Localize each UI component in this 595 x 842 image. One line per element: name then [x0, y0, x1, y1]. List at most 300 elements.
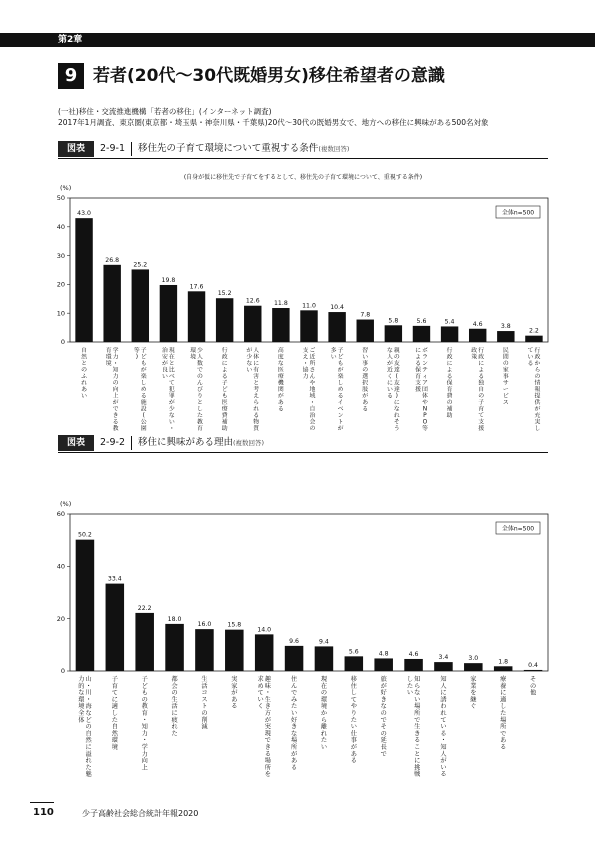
svg-text:択: 択 [362, 380, 369, 387]
svg-text:良: 良 [162, 367, 168, 374]
chart1-category-label [222, 346, 229, 432]
svg-text:補: 補 [446, 406, 453, 413]
svg-text:ど: ど [337, 354, 344, 361]
svg-text:ど: ど [221, 387, 228, 393]
chart1-bar [216, 298, 233, 342]
svg-text:ト: ト [201, 703, 208, 711]
svg-text:も: も [141, 689, 148, 697]
svg-text:活: 活 [171, 703, 178, 711]
svg-text:れ: れ [393, 413, 400, 419]
svg-text:れ: れ [85, 757, 92, 765]
svg-text:育: 育 [197, 426, 203, 432]
chart2-category-label [257, 675, 271, 778]
svg-text:な: な [386, 348, 393, 354]
chart2-category-label [440, 675, 447, 778]
svg-text:向: 向 [112, 387, 119, 393]
svg-text:O: O [422, 419, 428, 426]
svg-text:行: 行 [478, 348, 485, 354]
svg-text:溢: 溢 [85, 750, 92, 758]
svg-text:協: 協 [302, 367, 309, 374]
svg-text:る: る [277, 406, 284, 413]
svg-text:あ: あ [231, 696, 238, 704]
svg-text:近: 近 [386, 367, 393, 374]
svg-text:域: 域 [309, 393, 316, 400]
svg-text:の: の [393, 354, 400, 361]
svg-text:び: び [197, 387, 203, 393]
svg-text:力: 力 [141, 750, 148, 758]
svg-text:教: 教 [197, 419, 203, 426]
svg-text:き: き [264, 703, 271, 711]
svg-text:ア: ア [421, 380, 428, 387]
chapter-bar [0, 33, 595, 47]
svg-text:れ: れ [81, 380, 88, 387]
svg-text:療: 療 [221, 406, 228, 413]
section-title: 若者(20代〜30代既婚男女)移住希望者の意識 [93, 66, 445, 86]
svg-text:境: 境 [105, 361, 112, 367]
svg-text:達: 達 [393, 387, 400, 393]
chart2-category-label [112, 675, 119, 751]
svg-text:園: 園 [140, 426, 147, 432]
svg-text:の: の [112, 380, 119, 387]
chart2-bar [135, 613, 154, 671]
svg-text:高: 高 [277, 348, 284, 354]
chart2-y-tick-label: 40 [56, 562, 65, 571]
svg-text:体: 体 [78, 716, 85, 724]
svg-text:育: 育 [111, 682, 118, 690]
svg-text:仕: 仕 [350, 730, 357, 738]
svg-text:い: い [168, 419, 175, 426]
svg-text:の: の [380, 710, 387, 717]
svg-text:ビ: ビ [502, 393, 509, 400]
svg-text:情: 情 [534, 380, 541, 387]
svg-text:こ: こ [414, 744, 421, 751]
svg-text:な: な [414, 689, 421, 697]
svg-text:よ: よ [446, 367, 453, 374]
svg-text:の: の [171, 689, 178, 697]
svg-text:生: 生 [264, 696, 271, 704]
svg-text:援: 援 [478, 426, 485, 432]
svg-text:): ) [135, 354, 139, 361]
svg-text:友: 友 [393, 380, 400, 387]
svg-text:適: 適 [500, 696, 507, 704]
svg-text:・: ・ [264, 689, 271, 697]
chart1-category-label [471, 346, 485, 432]
svg-text:環: 環 [105, 354, 112, 361]
svg-text:治: 治 [309, 413, 316, 419]
svg-text:な: な [78, 689, 85, 697]
svg-text:に: に [500, 689, 507, 697]
svg-text:あ: あ [500, 737, 507, 745]
svg-text:楽: 楽 [140, 374, 147, 380]
svg-text:ど: ど [85, 716, 92, 724]
svg-text:育: 育 [141, 710, 148, 717]
svg-text:い: い [257, 696, 264, 704]
chart1-y-axis-label: (%) [60, 184, 72, 192]
svg-text:所: 所 [264, 764, 271, 772]
svg-text:害: 害 [253, 374, 260, 380]
svg-text:疲: 疲 [171, 716, 178, 724]
svg-text:会: 会 [171, 682, 178, 690]
svg-text:め: め [257, 682, 264, 690]
chart2-category-label [530, 676, 536, 697]
chart2-category-label [142, 675, 149, 771]
chart1-y-tick-label: 0 [60, 338, 65, 347]
svg-text:あ: あ [350, 750, 357, 758]
svg-text:な: な [246, 361, 253, 367]
svg-text:戦: 戦 [414, 771, 421, 779]
figure1-title: 移住先の子育て環境について重視する条件 [138, 143, 319, 154]
svg-text:ら: ら [414, 682, 421, 690]
svg-text:な: な [85, 710, 92, 717]
svg-text:知: 知 [112, 367, 119, 374]
svg-text:業: 業 [470, 682, 477, 690]
chart1-value-label: 5.8 [388, 317, 399, 325]
svg-text:で: で [500, 730, 507, 738]
svg-text:た: た [500, 710, 507, 717]
svg-text:費: 費 [446, 393, 453, 400]
svg-text:ー: ー [502, 387, 509, 393]
svg-text:た: た [320, 737, 328, 745]
svg-text:ぐ: ぐ [470, 703, 477, 711]
svg-text:で: で [264, 737, 271, 745]
svg-text:そ: そ [380, 723, 387, 731]
svg-text:た: た [171, 730, 178, 738]
svg-text:人: 人 [386, 354, 393, 361]
chart1-category-label [246, 346, 260, 432]
svg-text:た: た [406, 682, 414, 690]
svg-text:支: 支 [478, 419, 485, 426]
svg-text:力: 力 [112, 354, 119, 361]
svg-text:行: 行 [446, 348, 453, 354]
svg-text:提: 提 [534, 393, 541, 400]
svg-text:地: 地 [309, 387, 316, 393]
svg-text:民: 民 [502, 348, 509, 354]
chart2-value-label: 15.8 [227, 621, 242, 629]
chart2-value-label: 0.4 [528, 661, 538, 669]
svg-text:い: い [440, 723, 447, 731]
svg-text:家: 家 [502, 367, 509, 374]
svg-text:も: も [140, 361, 147, 367]
svg-text:く: く [386, 374, 393, 380]
svg-text:上: 上 [141, 764, 148, 772]
svg-text:が: が [140, 367, 147, 374]
chart2-bar [524, 670, 543, 671]
chart1-value-label: 19.8 [161, 276, 176, 284]
chart2-category-label [470, 675, 477, 710]
svg-text:に: に [440, 689, 447, 697]
svg-text:施: 施 [140, 400, 147, 406]
svg-text:事: 事 [362, 361, 369, 367]
chart2-category-label [201, 675, 207, 731]
svg-text:き: き [112, 413, 119, 419]
svg-text:等: 等 [421, 426, 428, 432]
chart2-value-label: 16.0 [197, 621, 212, 629]
svg-text:も: も [337, 361, 344, 367]
svg-text:環: 環 [111, 737, 118, 745]
svg-text:教: 教 [141, 703, 148, 711]
svg-text:が: が [112, 400, 119, 406]
svg-text:在: 在 [168, 354, 175, 361]
footer-title: 少子高齢社会総合統計年報2020 [82, 809, 199, 818]
svg-text:の: の [309, 426, 316, 432]
chart1-bar [300, 310, 317, 342]
svg-text:政: 政 [534, 354, 541, 361]
chart1-category-label [278, 346, 284, 413]
svg-text:い: い [440, 764, 447, 772]
svg-text:や: や [350, 703, 357, 711]
svg-text:自: 自 [478, 387, 485, 393]
svg-text:る: る [362, 406, 369, 413]
svg-text:な: な [290, 730, 298, 738]
svg-text:環: 環 [78, 696, 85, 704]
svg-text:自: 自 [85, 730, 92, 738]
svg-text:策: 策 [471, 354, 478, 361]
svg-text:ど: ど [141, 682, 148, 690]
chart1-bar [385, 325, 402, 342]
svg-text:が: が [362, 393, 369, 400]
svg-text:う: う [393, 426, 400, 432]
svg-text:も: も [221, 393, 228, 400]
svg-text:関: 関 [277, 387, 284, 393]
svg-text:に: に [414, 757, 421, 765]
svg-text:が: が [337, 367, 344, 374]
chart1-value-label: 26.8 [105, 256, 120, 264]
svg-text:ス: ス [502, 400, 509, 406]
chart1-y-tick-label: 20 [56, 280, 65, 289]
svg-text:ら: ら [534, 367, 541, 374]
chart2-bar [76, 540, 95, 671]
svg-text:の: の [85, 723, 92, 731]
chart2-value-label: 5.6 [348, 648, 359, 656]
svg-text:・: ・ [141, 737, 148, 745]
source-line-1: (一社)移住・交流推進機構「若者の移住」(インターネット調査) [58, 107, 272, 116]
svg-text:知: 知 [440, 744, 447, 751]
svg-text:や: や [421, 400, 428, 406]
svg-text:力: 力 [302, 374, 309, 380]
svg-text:住: 住 [290, 676, 298, 683]
svg-text:子: 子 [140, 348, 147, 354]
chart2-value-label: 1.8 [498, 658, 509, 666]
svg-text:支: 支 [302, 348, 309, 354]
chart2-category-label [291, 675, 298, 771]
figure2-tag: 図表 [58, 435, 94, 451]
figure1-rule [58, 158, 548, 159]
svg-text:で: で [112, 406, 119, 413]
chart1-value-label: 7.8 [360, 311, 371, 319]
svg-text:る: る [414, 737, 421, 745]
svg-text:え: え [253, 393, 260, 400]
svg-text:好: 好 [380, 689, 387, 697]
svg-text:有: 有 [253, 367, 260, 374]
svg-text:と: と [253, 380, 260, 387]
svg-text:海: 海 [85, 703, 92, 711]
chart1-category-label [528, 346, 541, 432]
svg-text:費: 費 [221, 413, 228, 419]
svg-text:報: 報 [534, 387, 541, 393]
svg-text:ト: ト [337, 419, 344, 426]
svg-text:家: 家 [231, 682, 238, 690]
svg-text:・: ・ [302, 361, 309, 367]
svg-text:ボ: ボ [421, 348, 428, 354]
chart1-bar [328, 312, 345, 342]
svg-text:子: 子 [478, 400, 485, 406]
section-number: 9 [58, 63, 84, 89]
chart2-category-label [351, 675, 358, 765]
chart1-category-label [415, 347, 428, 432]
svg-text:し: し [350, 689, 357, 697]
svg-text:な: な [393, 406, 400, 413]
chart2-value-label: 3.4 [438, 654, 449, 662]
chart1-y-tick-label: 10 [56, 309, 65, 318]
svg-text:在: 在 [320, 682, 328, 690]
svg-text:と: と [197, 400, 203, 406]
figure1-title-wrap [138, 141, 349, 157]
svg-text:い: い [320, 744, 328, 751]
svg-text:長: 長 [380, 744, 387, 751]
chart2-value-label: 22.2 [137, 604, 152, 612]
svg-text:た: た [85, 764, 92, 772]
svg-text:等: 等 [133, 348, 140, 354]
svg-text:場: 場 [500, 716, 507, 724]
svg-text:れ: れ [320, 730, 328, 738]
svg-text:て: て [168, 380, 175, 387]
svg-text:て: て [350, 696, 357, 704]
svg-text:事: 事 [350, 737, 357, 745]
svg-text:人: 人 [440, 750, 447, 758]
svg-text:が: が [350, 744, 357, 751]
svg-text:を: を [264, 771, 271, 779]
chart2-bar [404, 659, 423, 671]
chart1-category-label [134, 346, 147, 432]
chart1-bar [413, 326, 430, 342]
chart2-bar [315, 646, 334, 671]
chart1-category-label [503, 346, 509, 406]
svg-text:し: し [111, 710, 118, 717]
svg-text:(: ( [142, 413, 145, 419]
svg-text:魅: 魅 [85, 771, 92, 779]
svg-text:教: 教 [112, 426, 119, 432]
figure2-rule [58, 452, 548, 453]
svg-text:子: 子 [221, 380, 228, 387]
figure1-number: 2-9-1 [100, 143, 125, 154]
svg-text:趣: 趣 [264, 676, 271, 683]
svg-text:人: 人 [197, 354, 203, 361]
svg-text:活: 活 [201, 682, 208, 690]
svg-text:削: 削 [201, 716, 208, 724]
chart2-value-label: 18.0 [167, 615, 182, 623]
svg-text:挑: 挑 [414, 764, 421, 772]
svg-text:学: 学 [112, 348, 119, 354]
svg-text:治: 治 [162, 348, 168, 354]
figure1-tag: 図表 [58, 141, 94, 157]
svg-text:に: に [393, 400, 400, 406]
svg-text:ら: ら [320, 716, 328, 724]
svg-text:め: め [337, 387, 344, 393]
svg-text:延: 延 [380, 737, 387, 745]
chart1-value-label: 11.8 [273, 300, 288, 308]
svg-text:充: 充 [534, 413, 541, 419]
figure2-number: 2-9-2 [100, 437, 125, 448]
svg-text:で: で [290, 689, 298, 697]
figure2-note: (複数回答) [233, 439, 265, 447]
svg-text:環: 環 [190, 348, 197, 354]
svg-text:る: る [231, 703, 238, 711]
svg-text:味: 味 [264, 682, 271, 690]
svg-text:医: 医 [221, 400, 228, 406]
svg-text:の: の [201, 710, 208, 717]
svg-text:体: 体 [253, 354, 260, 361]
svg-text:旅: 旅 [380, 676, 387, 683]
svg-text:援: 援 [415, 387, 421, 393]
svg-text:が: が [534, 406, 541, 413]
svg-text:る: る [440, 771, 447, 779]
svg-text:事: 事 [502, 374, 509, 380]
svg-text:に: に [253, 361, 260, 367]
svg-text:る: る [350, 757, 357, 765]
svg-text:が: が [162, 361, 168, 367]
svg-text:き: き [414, 730, 421, 738]
chart2-category-label [78, 675, 92, 778]
svg-text:少: 少 [168, 406, 175, 413]
svg-text:わ: わ [440, 703, 447, 711]
chart1-bar [244, 306, 261, 342]
svg-text:に: に [171, 710, 178, 717]
svg-text:が: が [264, 716, 271, 724]
svg-text:そ: そ [529, 676, 537, 683]
svg-text:の: の [534, 374, 541, 380]
svg-text:い: い [81, 393, 88, 400]
svg-text:て: て [478, 413, 485, 419]
svg-text:ス: ス [201, 696, 208, 704]
svg-text:た: た [290, 703, 298, 711]
svg-text:罪: 罪 [168, 393, 175, 400]
svg-text:い: い [246, 367, 253, 374]
svg-text:あ: あ [81, 387, 88, 393]
svg-text:数: 数 [197, 361, 203, 367]
svg-text:助: 助 [221, 426, 228, 432]
svg-text:で: で [380, 750, 387, 758]
svg-text:生: 生 [201, 676, 208, 683]
svg-text:会: 会 [309, 419, 316, 426]
svg-text:山: 山 [85, 676, 92, 683]
svg-text:現: 現 [168, 348, 175, 354]
svg-text:る: る [478, 374, 485, 380]
svg-text:場: 場 [290, 737, 298, 745]
svg-text:る: る [290, 764, 298, 772]
svg-text:に: に [446, 361, 453, 367]
svg-text:た: た [111, 716, 118, 724]
svg-text:力: 力 [78, 676, 85, 683]
svg-text:で: で [414, 716, 421, 724]
chart1-y-tick-label: 30 [56, 251, 65, 260]
svg-text:に: に [478, 361, 485, 367]
svg-text:の: の [197, 374, 203, 380]
svg-text:み: み [290, 696, 298, 704]
svg-text:あ: あ [290, 757, 298, 765]
svg-text:・: ・ [85, 696, 92, 704]
chart2-category-label [171, 675, 178, 737]
svg-text:ん: ん [290, 682, 298, 690]
svg-text:都: 都 [171, 676, 178, 683]
svg-text:実: 実 [264, 723, 271, 731]
chart2-y-axis-label: (%) [60, 500, 72, 508]
svg-text:独: 独 [478, 380, 485, 387]
svg-text:保: 保 [446, 380, 453, 387]
svg-text:機: 機 [277, 380, 284, 387]
svg-text:境: 境 [78, 703, 85, 711]
svg-text:ふ: ふ [81, 374, 88, 380]
svg-text:ン: ン [337, 413, 344, 419]
